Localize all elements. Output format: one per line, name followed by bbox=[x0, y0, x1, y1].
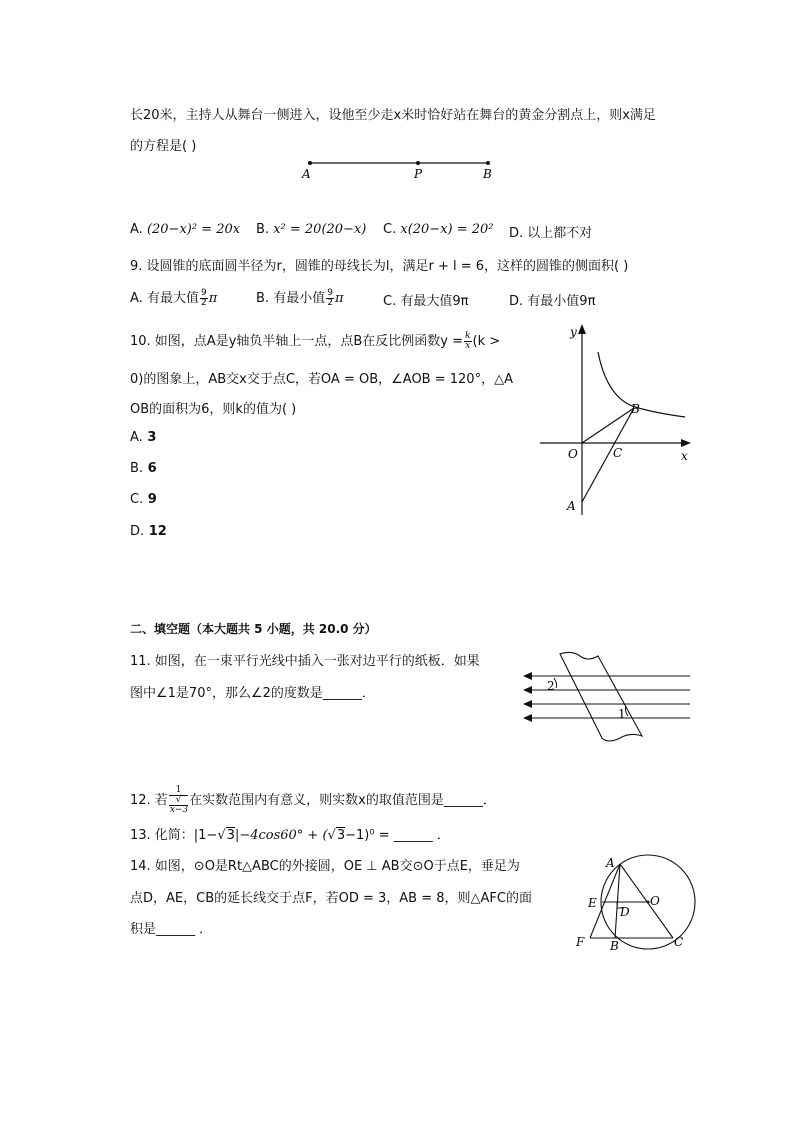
q14-figure bbox=[570, 850, 700, 955]
q14-line1: 14. 如图，⊙O是Rt△ABC的外接圆，OE ⊥ AB交⊙O于点E，垂足为 bbox=[130, 859, 520, 874]
q10-line3: OB的面积为6，则k的值为( ) bbox=[130, 402, 297, 417]
q10-label-c: C bbox=[613, 446, 623, 460]
q10-label-o: O bbox=[568, 447, 578, 461]
q10-label-a: A bbox=[567, 499, 576, 513]
q10-line1: 10. 如图，点A是y轴负半轴上一点，点B在反比例函数y = $\frac{k}{x}$ (k > bbox=[130, 331, 501, 351]
q8-line2: 的方程是( ) bbox=[130, 139, 197, 154]
q9-stem: 9. 设圆锥的底面圆半径为r，圆锥的母线长为l，满足r + l = 6，这样的圆锥的侧面积( ) bbox=[130, 259, 629, 274]
q9-option-d: D. 有最小值9π bbox=[509, 294, 596, 309]
q8-option-a: A. (20−x)² = 20x bbox=[130, 222, 241, 237]
q14-line3: 积是______ ． bbox=[130, 922, 213, 937]
q14-label-b: B bbox=[610, 939, 619, 953]
q11-figure bbox=[520, 648, 695, 748]
q14-label-c: C bbox=[674, 935, 684, 949]
q12-line: 12. 若 1 √ x−3 在实数范围内有意义，则实数x的取值范围是______． bbox=[130, 785, 496, 815]
q14-label-a: A bbox=[606, 856, 615, 870]
q14-label-d: D bbox=[620, 905, 630, 919]
q10-label-x: x bbox=[681, 449, 688, 463]
q10-line2: 0)的图象上，AB交x交于点C，若OA = OB，∠AOB = 120°，△A bbox=[130, 372, 513, 387]
q8-option-b: B. x² = 20(20−x) bbox=[256, 222, 367, 237]
q10-figure bbox=[535, 320, 700, 520]
q10-option-c: C. 9 bbox=[130, 492, 157, 507]
q11-line2: 图中∠1是70°，那么∠2的度数是______． bbox=[130, 686, 375, 701]
q14-label-f: F bbox=[576, 935, 585, 949]
q14-label-e: E bbox=[588, 896, 597, 910]
q9-option-a: A. 有最大值 $\frac{9}{2}$ π bbox=[130, 288, 218, 308]
q8-label-a: A bbox=[302, 167, 311, 181]
q8-line1: 长20米，主持人从舞台一侧进入，设他至少走x米时恰好站在舞台的黄金分割点上，则x满足 bbox=[130, 108, 656, 123]
q8-label-b: B bbox=[483, 167, 492, 181]
q9-option-c: C. 有最大值9π bbox=[383, 294, 469, 309]
q8-option-c: C. x(20−x) = 20² bbox=[383, 222, 494, 237]
q11-line1: 11. 如图，在一束平行光线中插入一张对边平行的纸板．如果 bbox=[130, 654, 480, 669]
q8-segment-figure bbox=[295, 153, 505, 183]
q8-label-p: P bbox=[414, 167, 423, 181]
q10-option-b: B. 6 bbox=[130, 461, 157, 476]
q10-option-d: D. 12 bbox=[130, 524, 167, 539]
q11-label-2: 2 bbox=[547, 679, 555, 693]
q14-label-o: O bbox=[650, 894, 660, 908]
q10-label-y: y bbox=[570, 325, 577, 339]
q14-line2: 点D，AE，CB的延长线交于点F，若OD = 3，AB = 8，则△AFC的面 bbox=[130, 891, 532, 906]
section-title: 二、填空题（本大题共 5 小题，共 20.0 分） bbox=[130, 622, 377, 636]
q11-label-1: 1 bbox=[618, 707, 626, 721]
q8-option-d: D. 以上都不对 bbox=[509, 226, 593, 241]
q9-option-b: B. 有最小值 $\frac{9}{2}$ π bbox=[256, 288, 344, 308]
q10-label-b: B bbox=[631, 402, 640, 416]
q13-line: 13. 化简：|1−√3|−4cos60° + (√3−1)⁰ = ______ ． bbox=[130, 828, 450, 843]
q10-option-a: A. 3 bbox=[130, 430, 157, 445]
